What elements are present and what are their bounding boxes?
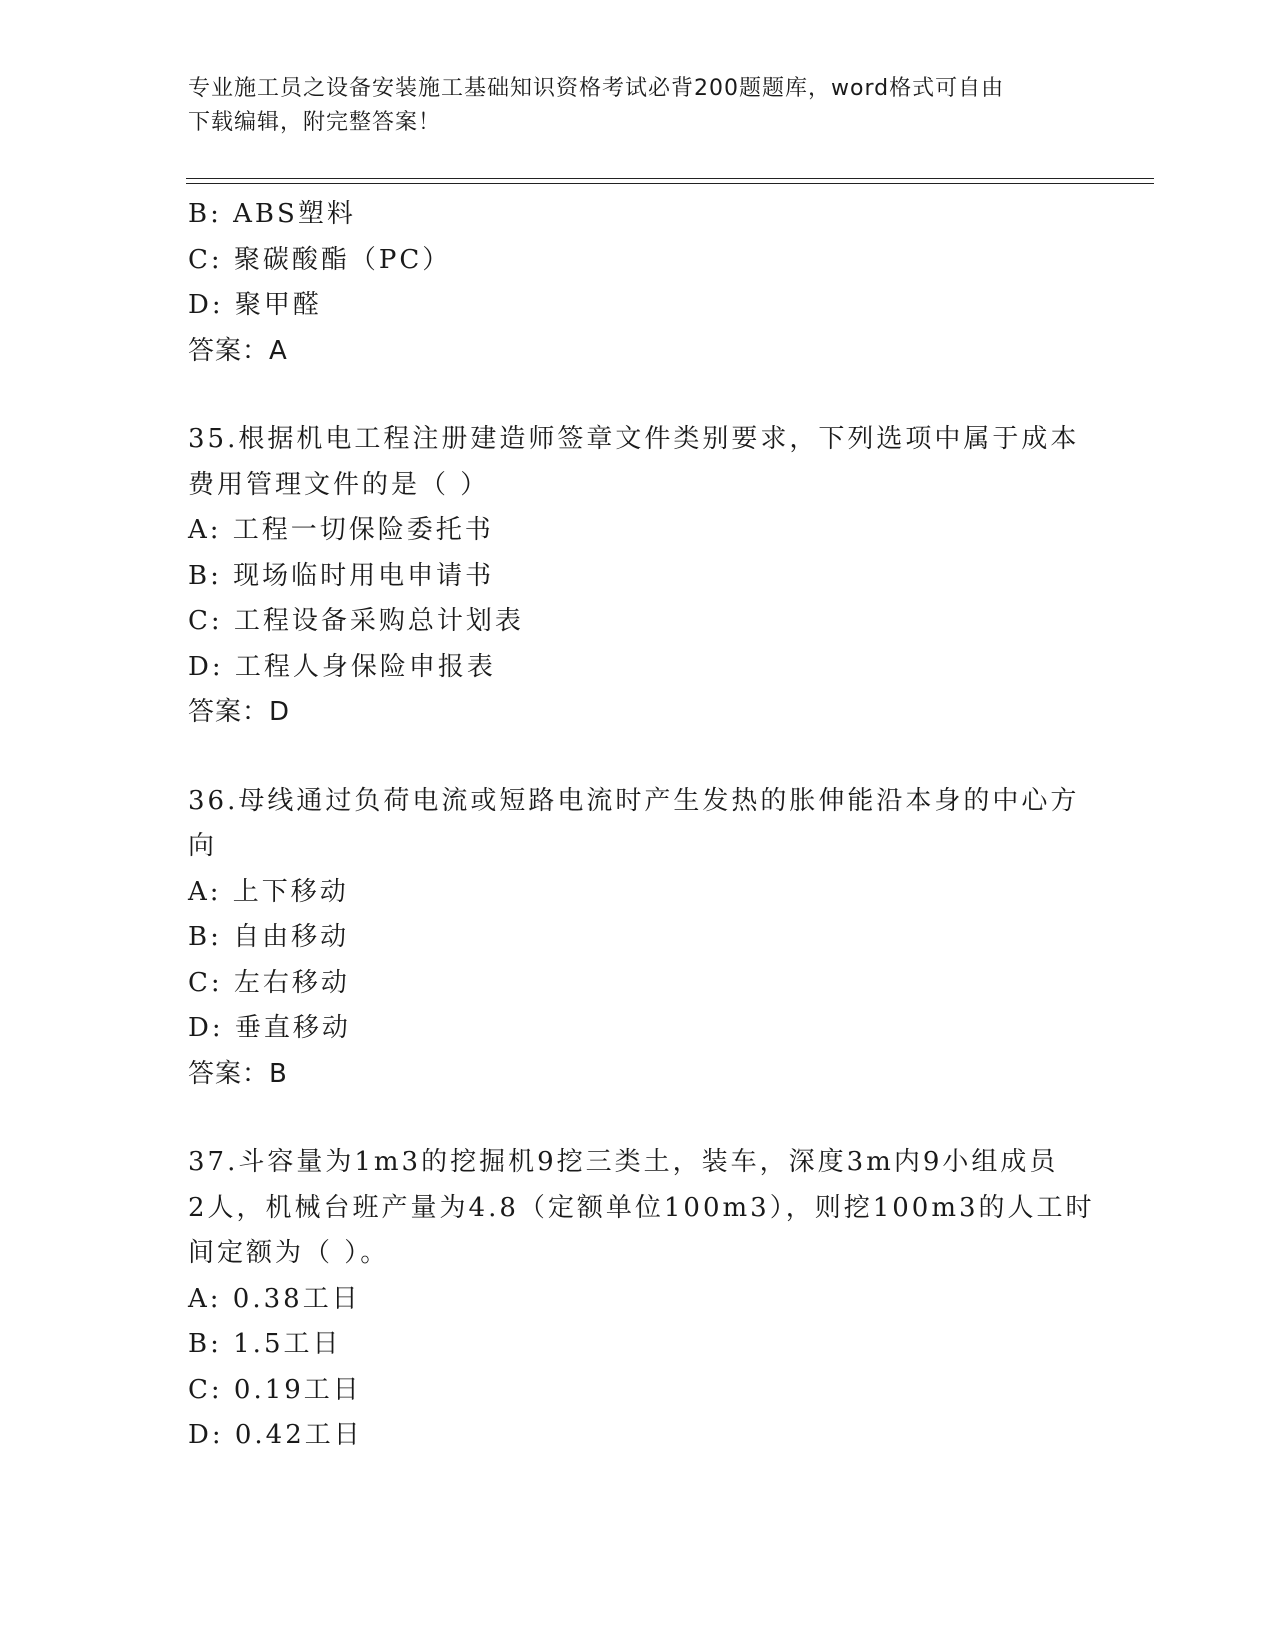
option-c: C: 工程设备采购总计划表 xyxy=(188,606,524,636)
spacer xyxy=(188,1097,1088,1140)
document-header xyxy=(188,72,1068,140)
option-c: C: 0.19工日 xyxy=(188,1374,362,1405)
question-34-carryover xyxy=(188,192,1088,374)
option-d: D: 聚甲醛 xyxy=(188,290,322,320)
option-c: C: 左右移动 xyxy=(188,967,350,998)
question-37 xyxy=(188,1140,1095,1459)
question-stem-line: 间定额为（ ）。 xyxy=(188,1238,390,1268)
option-a: A: 上下移动 xyxy=(188,876,349,907)
option-c: C: 聚碳酸酯（PC） xyxy=(188,244,452,275)
option-b: B: ABS塑料 xyxy=(188,199,356,229)
option-d: D: 垂直移动 xyxy=(188,1013,351,1043)
option-b: B: 自由移动 xyxy=(188,922,350,952)
option-a: A: 0.38工日 xyxy=(188,1283,361,1314)
question-stem-line: 2人，机械台班产量为4.8（定额单位100m3），则挖100m3的人工时 xyxy=(188,1192,1095,1223)
option-b: B: 现场临时用电申请书 xyxy=(188,560,495,591)
answer-line: 答案：B xyxy=(188,1058,288,1089)
question-stem-line: 36.母线通过负荷电流或短路电流时产生发热的胀伸能沿本身的中心方 xyxy=(188,785,1080,816)
question-stem-line: 向 xyxy=(188,831,218,861)
question-content xyxy=(188,192,1095,1459)
answer-line: 答案：A xyxy=(188,335,288,366)
header-rule-bottom xyxy=(186,183,1154,184)
answer-line: 答案：D xyxy=(188,697,291,727)
spacer xyxy=(188,374,1088,417)
option-b: B: 1.5工日 xyxy=(188,1329,342,1359)
option-d: D: 0.42工日 xyxy=(188,1420,363,1450)
question-stem-line: 费用管理文件的是（ ） xyxy=(188,469,490,500)
option-a: A: 工程一切保险委托书 xyxy=(188,515,494,545)
question-35 xyxy=(188,417,1088,736)
question-stem-line: 37.斗容量为1m3的挖掘机9挖三类土，装车，深度3m内9小组成员 xyxy=(188,1147,1059,1177)
header-rule-top xyxy=(186,178,1154,179)
header-title-line-1: 专业施工员之设备安装施工基础知识资格考试必背200题题库，word格式可自由 xyxy=(188,76,1005,101)
question-36 xyxy=(188,779,1088,1098)
question-stem-line: 35.根据机电工程注册建造师签章文件类别要求，下列选项中属于成本 xyxy=(188,424,1080,454)
option-d: D: 工程人身保险申报表 xyxy=(188,651,496,682)
spacer xyxy=(188,736,1088,779)
header-title-line-2: 下载编辑，附完整答案！ xyxy=(188,110,442,135)
